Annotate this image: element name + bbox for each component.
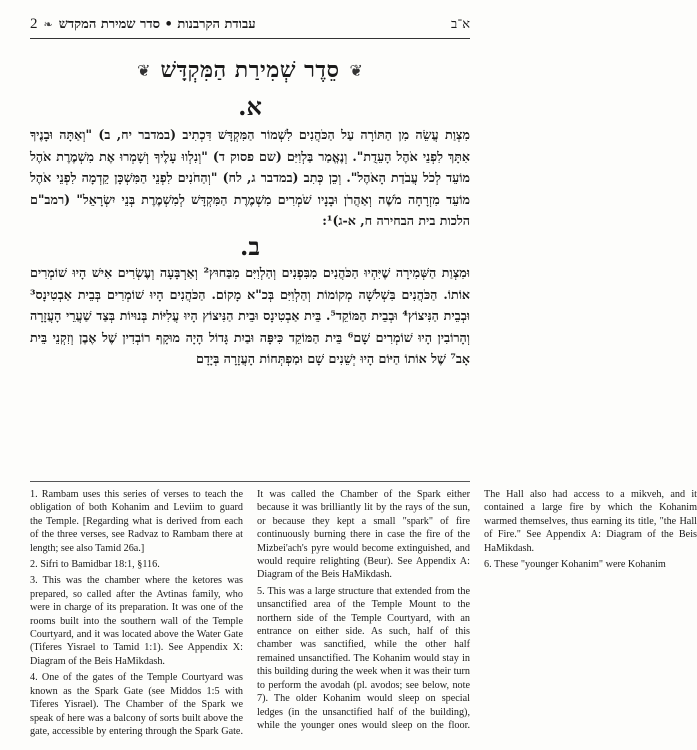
ornament-icon: ❧ [43,17,53,31]
header-left [30,16,256,33]
footnote: 1. Rambam uses this series of verses to teach the obligation of both Kohanim and Leviim to guard the Temple. [Regarding what is derived from each of the three verses, see Radvaz to Rambam there at length; see also Tamid 26a.] [30,489,243,554]
header-title: עבודת הקרבנות • סדר שמירת המקדש [58,17,256,32]
seder-title: סֵדֶר שְׁמִירַת הַמִּקְדָּשׁ [160,57,340,83]
footnote-divider [30,481,470,482]
footnote: 6. These "younger Kohanim" were Kohanim [484,559,666,571]
page-number: 2 [30,15,38,32]
footnote: 4. One of the gates of the Temple Courtyard was known as the Spark Gate (see Middos 1:5 with Tiferes Yisrael). The Chamber of the Spark we speak of here was a balcony of sorts built above the gate, accessible by entering through the Spark Gate. It was called the Chamber of the Spark either because it was brilliantly lit by the rays of the sun, or because they kept a small "spark" of fire continuously burning there in case the fire of the Mizbei'ach's pyre would become extinguished, and would require relighting (Beur). See Appendix A: Diagram of the Beis HaMikdash. [30,489,470,737]
running-header [30,12,470,36]
footnote: 3. This was the chamber where the ketores was prepared, so called after the Avtinas family, who were in charge of its preparation. It was one of the rooms built into the southern wall of the Temple Courtyard, and it was located above the Water Gate (Tiferes Yisrael to Tamid 1:1). See Appendix X: Diagram of the Beis HaMikdash. [30,575,243,667]
section-letter-alef: א. [238,92,262,121]
ornament-left-icon: ❦ [137,60,151,80]
section-letter-bet: ב. [240,232,260,261]
section-text-bet: וּמִצְוַת הַשְּׁמִירָה שֶׁיִּהְיוּ הַכֹּהֲנִים מִבִּפְנִים וְהַלְוִיִּם מִבַּחוּץ² וְאַרְבָּעָה וְעֶשְׂרִים אִישׁ הָיוּ שׁוֹמְרִים אוֹתוֹ. הַכֹּהֲנִים בִּשְׁלֹשָׁה מְקוֹמוֹת וְהַלְוִיִּם בְּכ"א מָקוֹם. הַכֹּהֲנִים הָיוּ שׁוֹמְרִים בְּבֵית אַבְטִינָס³ וּבְבֵית הַנִּיצוֹץ⁴ וּבְבֵית הַמּוֹקֵד⁵. בֵּית אַבְטִינָס וּבֵית הַנִּיצוֹץ הָיוּ עֲלִיּוֹת בְּנוּיוֹת בְּצַד שַׁעֲרֵי הָעֲזָרָה וְהָרוֹבִין הָיוּ שׁוֹמְרִים שָׁם⁶ בֵּית הַמּוֹקֵד כִּיפָּה וּבַיִת גָּדוֹל הָיָה מוּקָף רוֹבְדִין שֶׁל אֶבֶן וְזִקְנֵי בֵּית אָב⁷ שֶׁל אוֹתוֹ הַיּוֹם הָיוּ יְשֵׁנִים שָׁם וּמַפְתְּחוֹת הָעֲזָרָה בְּיָדָם [30,265,471,366]
folio-marker: א־ב [450,17,470,32]
section-text-alef: מִצְוַת עֲשֵׂה מִן הַתּוֹרָה עַל הַכֹּהֲנִים לִשְׁמוֹר הַמִּקְדָּשׁ דִּכְתִיב (במדבר יח, ב) "וְאַתָּה וּבָנֶיךָ אִתָּךְ לִפְנֵי אֹהֶל הָעֵדֻת". וְנֶאֱמַר בַּלְוִיִּם (שם פסוק ד) "וְנִלְווּ עָלֶיךָ וְשָׁמְרוּ אֶת מִשְׁמֶרֶת אֹהֶל מוֹעֵד לְכֹל עֲבֹדַת הָאֹהֶל". וְכֵן כְּתִב (במדבר ג, לח) "וְהַחֹנִים לִפְנֵי הַמִּשְׁכָּן קֵדְמָה לִפְנֵי אֹהֶל מוֹעֵד מִזְרָחָה מֹשֶׁה וְאַהֲרֹן וּבָנָיו שֹׁמְרִים מִשְׁמֶרֶת הַמִּקְדָּשׁ לְמִשְׁמֶרֶת בְּנֵי יִשְׂרָאֵל" (רמב"ם הלכות בית הבחירה ח, א-ג)¹: [30,127,470,228]
ornament-right-icon: ❦ [349,60,363,80]
footnote: 2. Sifri to Bamidbar 18:1, §116. [30,559,160,571]
footnotes [30,488,697,744]
header-rule [30,38,470,39]
seder-heading [30,50,470,90]
footnote: 5. This was a large structure that extended from the unsanctified area of the Temple Mount to the northern side of the Temple Courtyard, with an entrance on either side. As such, half of this chamber was sanctified, while the other half remained unsanctified. The Kohanim would stay in this building during the week when it was their turn to perform the avodah (pl. avodos; see below, note 7). The older Kohanim would sleep on special ledges (in the unsanctified half of the building), while the younger ones would sleep on the floor. The Hall also had access to a mikveh, and it contained a large fire by which the Kohanim warmed themselves, thus earning its title, "the Hall of Fire." See Appendix A: Diagram of the Beis HaMikdash. [257,489,697,731]
